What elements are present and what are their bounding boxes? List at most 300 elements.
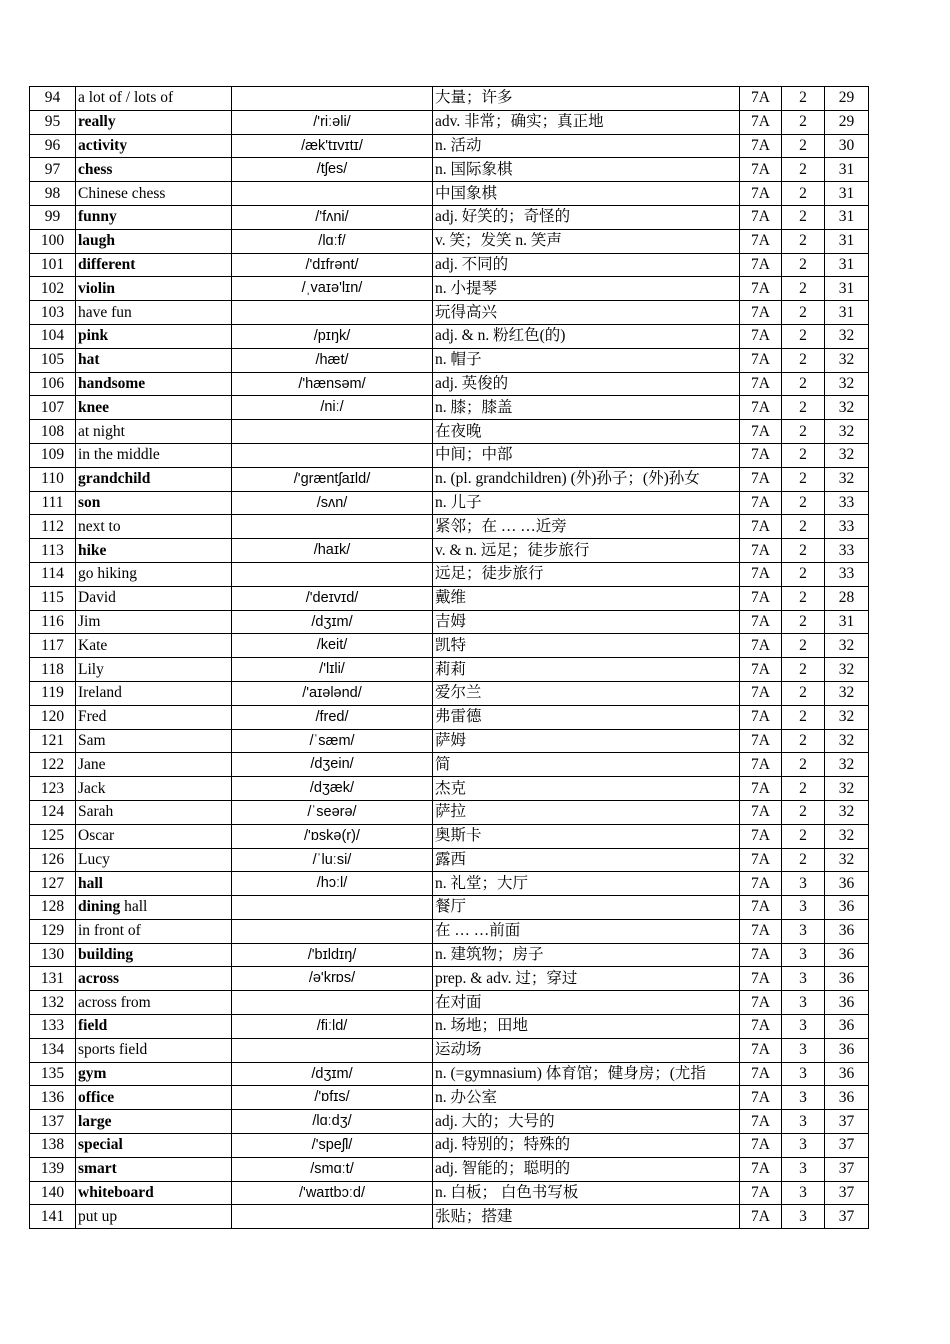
word-cell: different (76, 253, 232, 277)
meaning-cell: 露西 (433, 848, 740, 872)
phonetic-cell (232, 87, 433, 111)
book-cell: 7A (740, 324, 782, 348)
unit-cell: 2 (782, 324, 825, 348)
table-row (30, 1134, 869, 1158)
page-cell: 32 (825, 324, 869, 348)
row-number: 99 (30, 205, 76, 229)
book-cell: 7A (740, 134, 782, 158)
phonetic-cell (232, 301, 433, 325)
book-cell: 7A (740, 777, 782, 801)
meaning-cell: n. 礼堂；大厅 (433, 872, 740, 896)
word-cell: hall (76, 872, 232, 896)
word-cell: a lot of / lots of (76, 87, 232, 111)
row-number: 98 (30, 182, 76, 206)
word-cell: office (76, 1086, 232, 1110)
phonetic-cell: /ˈluːsi/ (232, 848, 433, 872)
phonetic-cell (232, 1038, 433, 1062)
word-cell: Kate (76, 634, 232, 658)
meaning-cell: n. 活动 (433, 134, 740, 158)
unit-cell: 3 (782, 919, 825, 943)
word-cell: next to (76, 515, 232, 539)
row-number: 117 (30, 634, 76, 658)
row-number: 136 (30, 1086, 76, 1110)
book-cell: 7A (740, 800, 782, 824)
row-number: 122 (30, 753, 76, 777)
phonetic-cell (232, 420, 433, 444)
page-cell: 37 (825, 1110, 869, 1134)
table-row (30, 539, 869, 563)
book-cell: 7A (740, 1157, 782, 1181)
unit-cell: 2 (782, 777, 825, 801)
row-number: 114 (30, 562, 76, 586)
page-cell: 37 (825, 1157, 869, 1181)
table-row (30, 443, 869, 467)
table-row (30, 277, 869, 301)
word-cell: David (76, 586, 232, 610)
meaning-cell: n. 小提琴 (433, 277, 740, 301)
word-cell: building (76, 943, 232, 967)
book-cell: 7A (740, 1181, 782, 1205)
row-number: 133 (30, 1015, 76, 1039)
vocabulary-rows (30, 87, 869, 1229)
meaning-cell: adj. 特别的；特殊的 (433, 1134, 740, 1158)
meaning-cell: v. & n. 远足；徒步旅行 (433, 539, 740, 563)
page-cell: 33 (825, 515, 869, 539)
meaning-cell: 莉莉 (433, 658, 740, 682)
page-cell: 32 (825, 467, 869, 491)
word-cell: knee (76, 396, 232, 420)
phonetic-cell: /dʒɪm/ (232, 610, 433, 634)
meaning-cell: 大量；许多 (433, 87, 740, 111)
book-cell: 7A (740, 896, 782, 920)
phonetic-cell: /dʒæk/ (232, 777, 433, 801)
row-number: 127 (30, 872, 76, 896)
unit-cell: 3 (782, 1038, 825, 1062)
word-cell: across (76, 967, 232, 991)
page-cell: 32 (825, 348, 869, 372)
word-cell: grandchild (76, 467, 232, 491)
page-cell: 29 (825, 87, 869, 111)
table-row (30, 205, 869, 229)
phonetic-cell (232, 1205, 433, 1229)
word-cell: Lucy (76, 848, 232, 872)
table-row (30, 896, 869, 920)
row-number: 97 (30, 158, 76, 182)
word-cell: violin (76, 277, 232, 301)
phonetic-cell: /fiːld/ (232, 1015, 433, 1039)
page-cell: 31 (825, 301, 869, 325)
meaning-cell: adv. 非常；确实；真正地 (433, 110, 740, 134)
book-cell: 7A (740, 87, 782, 111)
phonetic-cell: /pɪŋk/ (232, 324, 433, 348)
meaning-cell: n. 白板； 白色书写板 (433, 1181, 740, 1205)
word-cell: in front of (76, 919, 232, 943)
table-row (30, 467, 869, 491)
phonetic-cell: /'fʌni/ (232, 205, 433, 229)
unit-cell: 3 (782, 872, 825, 896)
meaning-cell: 萨拉 (433, 800, 740, 824)
phonetic-cell (232, 515, 433, 539)
page-cell: 37 (825, 1181, 869, 1205)
unit-cell: 3 (782, 1205, 825, 1229)
phonetic-cell: /smɑːt/ (232, 1157, 433, 1181)
row-number: 138 (30, 1134, 76, 1158)
phonetic-cell: /'ɒfɪs/ (232, 1086, 433, 1110)
page-cell: 32 (825, 396, 869, 420)
row-number: 128 (30, 896, 76, 920)
page-cell: 32 (825, 777, 869, 801)
word-cell: in the middle (76, 443, 232, 467)
book-cell: 7A (740, 681, 782, 705)
page-cell: 30 (825, 134, 869, 158)
meaning-cell: 张贴；搭建 (433, 1205, 740, 1229)
meaning-cell: 戴维 (433, 586, 740, 610)
meaning-cell: adj. & n. 粉红色(的) (433, 324, 740, 348)
table-row (30, 372, 869, 396)
row-number: 107 (30, 396, 76, 420)
table-row (30, 1157, 869, 1181)
page-cell: 31 (825, 158, 869, 182)
phonetic-cell: /lɑːdʒ/ (232, 1110, 433, 1134)
table-row (30, 1205, 869, 1229)
meaning-cell: n. 帽子 (433, 348, 740, 372)
phonetic-cell: /keit/ (232, 634, 433, 658)
phonetic-cell: /haɪk/ (232, 539, 433, 563)
page-cell: 32 (825, 705, 869, 729)
book-cell: 7A (740, 396, 782, 420)
page-cell: 32 (825, 729, 869, 753)
unit-cell: 2 (782, 753, 825, 777)
meaning-cell: 在 … …前面 (433, 919, 740, 943)
unit-cell: 3 (782, 967, 825, 991)
book-cell: 7A (740, 253, 782, 277)
table-row (30, 420, 869, 444)
meaning-cell: adj. 智能的；聪明的 (433, 1157, 740, 1181)
phonetic-cell (232, 443, 433, 467)
unit-cell: 2 (782, 134, 825, 158)
word-cell: really (76, 110, 232, 134)
table-row (30, 777, 869, 801)
unit-cell: 2 (782, 396, 825, 420)
table-row (30, 1038, 869, 1062)
word-cell: gym (76, 1062, 232, 1086)
row-number: 108 (30, 420, 76, 444)
word-cell (76, 896, 232, 920)
phonetic-cell: /hɔːl/ (232, 872, 433, 896)
word-cell: Sarah (76, 800, 232, 824)
page-cell: 36 (825, 1038, 869, 1062)
word-cell: smart (76, 1157, 232, 1181)
phonetic-cell: /fred/ (232, 705, 433, 729)
page-cell: 31 (825, 610, 869, 634)
row-number: 106 (30, 372, 76, 396)
book-cell: 7A (740, 443, 782, 467)
word-cell: Oscar (76, 824, 232, 848)
word-cell: handsome (76, 372, 232, 396)
table-row (30, 491, 869, 515)
book-cell: 7A (740, 515, 782, 539)
word-cell: funny (76, 205, 232, 229)
book-cell: 7A (740, 824, 782, 848)
page-cell: 36 (825, 967, 869, 991)
phonetic-cell: /dʒein/ (232, 753, 433, 777)
book-cell: 7A (740, 991, 782, 1015)
page-cell: 32 (825, 420, 869, 444)
book-cell: 7A (740, 229, 782, 253)
unit-cell: 2 (782, 658, 825, 682)
word-cell: activity (76, 134, 232, 158)
word-cell: laugh (76, 229, 232, 253)
word-cell: Lily (76, 658, 232, 682)
book-cell: 7A (740, 562, 782, 586)
phonetic-cell (232, 919, 433, 943)
row-number: 118 (30, 658, 76, 682)
book-cell: 7A (740, 919, 782, 943)
page-cell: 36 (825, 896, 869, 920)
word-cell: large (76, 1110, 232, 1134)
word-cell: have fun (76, 301, 232, 325)
word-cell: at night (76, 420, 232, 444)
phonetic-cell: /'bɪldɪŋ/ (232, 943, 433, 967)
unit-cell: 3 (782, 1086, 825, 1110)
phonetic-cell (232, 562, 433, 586)
table-row (30, 800, 869, 824)
table-row (30, 1181, 869, 1205)
book-cell: 7A (740, 753, 782, 777)
page-cell: 32 (825, 824, 869, 848)
word-bold-part: dining (78, 898, 121, 916)
word-cell: field (76, 1015, 232, 1039)
table-row (30, 253, 869, 277)
book-cell: 7A (740, 943, 782, 967)
row-number: 95 (30, 110, 76, 134)
page-cell: 33 (825, 539, 869, 563)
unit-cell: 2 (782, 634, 825, 658)
row-number: 132 (30, 991, 76, 1015)
row-number: 137 (30, 1110, 76, 1134)
phonetic-cell: /ˈseərə/ (232, 800, 433, 824)
row-number: 105 (30, 348, 76, 372)
unit-cell: 2 (782, 729, 825, 753)
page-cell: 32 (825, 634, 869, 658)
book-cell: 7A (740, 539, 782, 563)
table-row (30, 324, 869, 348)
unit-cell: 2 (782, 610, 825, 634)
page-cell: 31 (825, 205, 869, 229)
table-row (30, 681, 869, 705)
page-cell: 37 (825, 1134, 869, 1158)
page-cell: 32 (825, 372, 869, 396)
meaning-cell: 吉姆 (433, 610, 740, 634)
phonetic-cell: /ə'krɒs/ (232, 967, 433, 991)
page-cell: 32 (825, 753, 869, 777)
book-cell: 7A (740, 110, 782, 134)
word-cell: whiteboard (76, 1181, 232, 1205)
row-number: 111 (30, 491, 76, 515)
meaning-cell: 萨姆 (433, 729, 740, 753)
unit-cell: 3 (782, 991, 825, 1015)
unit-cell: 2 (782, 277, 825, 301)
book-cell: 7A (740, 1205, 782, 1229)
word-cell: Jim (76, 610, 232, 634)
page-cell: 36 (825, 1062, 869, 1086)
table-row (30, 848, 869, 872)
table-row (30, 158, 869, 182)
row-number: 126 (30, 848, 76, 872)
phonetic-cell: /dʒɪm/ (232, 1062, 433, 1086)
meaning-cell: n. 儿子 (433, 491, 740, 515)
table-row (30, 229, 869, 253)
meaning-cell: 弗雷德 (433, 705, 740, 729)
row-number: 115 (30, 586, 76, 610)
phonetic-cell: /æk'tɪvɪtɪ/ (232, 134, 433, 158)
phonetic-cell: /ˈsæm/ (232, 729, 433, 753)
page-cell: 28 (825, 586, 869, 610)
meaning-cell: n. 建筑物；房子 (433, 943, 740, 967)
phonetic-cell: /'aɪələnd/ (232, 681, 433, 705)
row-number: 102 (30, 277, 76, 301)
book-cell: 7A (740, 277, 782, 301)
phonetic-cell: /'ɒskə(r)/ (232, 824, 433, 848)
row-number: 125 (30, 824, 76, 848)
book-cell: 7A (740, 301, 782, 325)
book-cell: 7A (740, 634, 782, 658)
phonetic-cell: /'dɪfrənt/ (232, 253, 433, 277)
book-cell: 7A (740, 705, 782, 729)
meaning-cell: n. 国际象棋 (433, 158, 740, 182)
word-cell: across from (76, 991, 232, 1015)
word-cell: special (76, 1134, 232, 1158)
page-cell: 33 (825, 562, 869, 586)
table-row (30, 110, 869, 134)
phonetic-cell (232, 182, 433, 206)
meaning-cell: n. (=gymnasium) 体育馆；健身房；(尤指 (433, 1062, 740, 1086)
row-number: 101 (30, 253, 76, 277)
book-cell: 7A (740, 872, 782, 896)
page-cell: 29 (825, 110, 869, 134)
book-cell: 7A (740, 205, 782, 229)
meaning-cell: adj. 好笑的；奇怪的 (433, 205, 740, 229)
phonetic-cell: /'græntʃaɪld/ (232, 467, 433, 491)
meaning-cell: 中间；中部 (433, 443, 740, 467)
meaning-cell: 简 (433, 753, 740, 777)
book-cell: 7A (740, 658, 782, 682)
unit-cell: 3 (782, 1015, 825, 1039)
unit-cell: 2 (782, 182, 825, 206)
row-number: 131 (30, 967, 76, 991)
unit-cell: 2 (782, 562, 825, 586)
word-cell: go hiking (76, 562, 232, 586)
word-cell: Jane (76, 753, 232, 777)
phonetic-cell: /'lɪli/ (232, 658, 433, 682)
book-cell: 7A (740, 420, 782, 444)
row-number: 130 (30, 943, 76, 967)
row-number: 103 (30, 301, 76, 325)
meaning-cell: 紧邻；在 … …近旁 (433, 515, 740, 539)
word-cell: Ireland (76, 681, 232, 705)
word-cell: put up (76, 1205, 232, 1229)
row-number: 104 (30, 324, 76, 348)
row-number: 134 (30, 1038, 76, 1062)
page-cell: 36 (825, 919, 869, 943)
phonetic-cell: /lɑːf/ (232, 229, 433, 253)
unit-cell: 3 (782, 1062, 825, 1086)
table-row (30, 919, 869, 943)
meaning-cell: n. 办公室 (433, 1086, 740, 1110)
meaning-cell: adj. 大的；大号的 (433, 1110, 740, 1134)
unit-cell: 2 (782, 110, 825, 134)
unit-cell: 2 (782, 253, 825, 277)
book-cell: 7A (740, 372, 782, 396)
phonetic-cell: /'speʃl/ (232, 1134, 433, 1158)
unit-cell: 2 (782, 539, 825, 563)
table-row (30, 134, 869, 158)
phonetic-cell: /niː/ (232, 396, 433, 420)
unit-cell: 2 (782, 443, 825, 467)
phonetic-cell: /hæt/ (232, 348, 433, 372)
row-number: 120 (30, 705, 76, 729)
table-row (30, 562, 869, 586)
unit-cell: 2 (782, 681, 825, 705)
row-number: 124 (30, 800, 76, 824)
table-row (30, 729, 869, 753)
unit-cell: 3 (782, 1157, 825, 1181)
book-cell: 7A (740, 158, 782, 182)
unit-cell: 3 (782, 1134, 825, 1158)
row-number: 140 (30, 1181, 76, 1205)
page-cell: 36 (825, 872, 869, 896)
page-cell: 32 (825, 443, 869, 467)
row-number: 121 (30, 729, 76, 753)
meaning-cell: n. (pl. grandchildren) (外)孙子；(外)孙女 (433, 467, 740, 491)
table-row (30, 1086, 869, 1110)
unit-cell: 2 (782, 420, 825, 444)
row-number: 113 (30, 539, 76, 563)
meaning-cell: 餐厅 (433, 896, 740, 920)
phonetic-cell: /'hænsəm/ (232, 372, 433, 396)
table-row (30, 348, 869, 372)
page-cell: 36 (825, 1015, 869, 1039)
book-cell: 7A (740, 729, 782, 753)
row-number: 135 (30, 1062, 76, 1086)
word-cell: Fred (76, 705, 232, 729)
meaning-cell: prep. & adv. 过；穿过 (433, 967, 740, 991)
page-cell: 36 (825, 1086, 869, 1110)
unit-cell: 3 (782, 1181, 825, 1205)
book-cell: 7A (740, 1015, 782, 1039)
meaning-cell: 在对面 (433, 991, 740, 1015)
meaning-cell: adj. 英俊的 (433, 372, 740, 396)
phonetic-cell: /'riːəli/ (232, 110, 433, 134)
unit-cell: 2 (782, 491, 825, 515)
meaning-cell: n. 膝；膝盖 (433, 396, 740, 420)
table-row (30, 182, 869, 206)
unit-cell: 2 (782, 301, 825, 325)
unit-cell: 2 (782, 348, 825, 372)
table-row (30, 610, 869, 634)
word-cell: pink (76, 324, 232, 348)
table-row (30, 753, 869, 777)
page-cell: 37 (825, 1205, 869, 1229)
unit-cell: 2 (782, 372, 825, 396)
word-plain-part: hall (120, 898, 148, 916)
page-cell: 36 (825, 943, 869, 967)
table-row (30, 658, 869, 682)
row-number: 100 (30, 229, 76, 253)
unit-cell: 2 (782, 515, 825, 539)
phonetic-cell: /'waɪtbɔːd/ (232, 1181, 433, 1205)
word-cell: sports field (76, 1038, 232, 1062)
